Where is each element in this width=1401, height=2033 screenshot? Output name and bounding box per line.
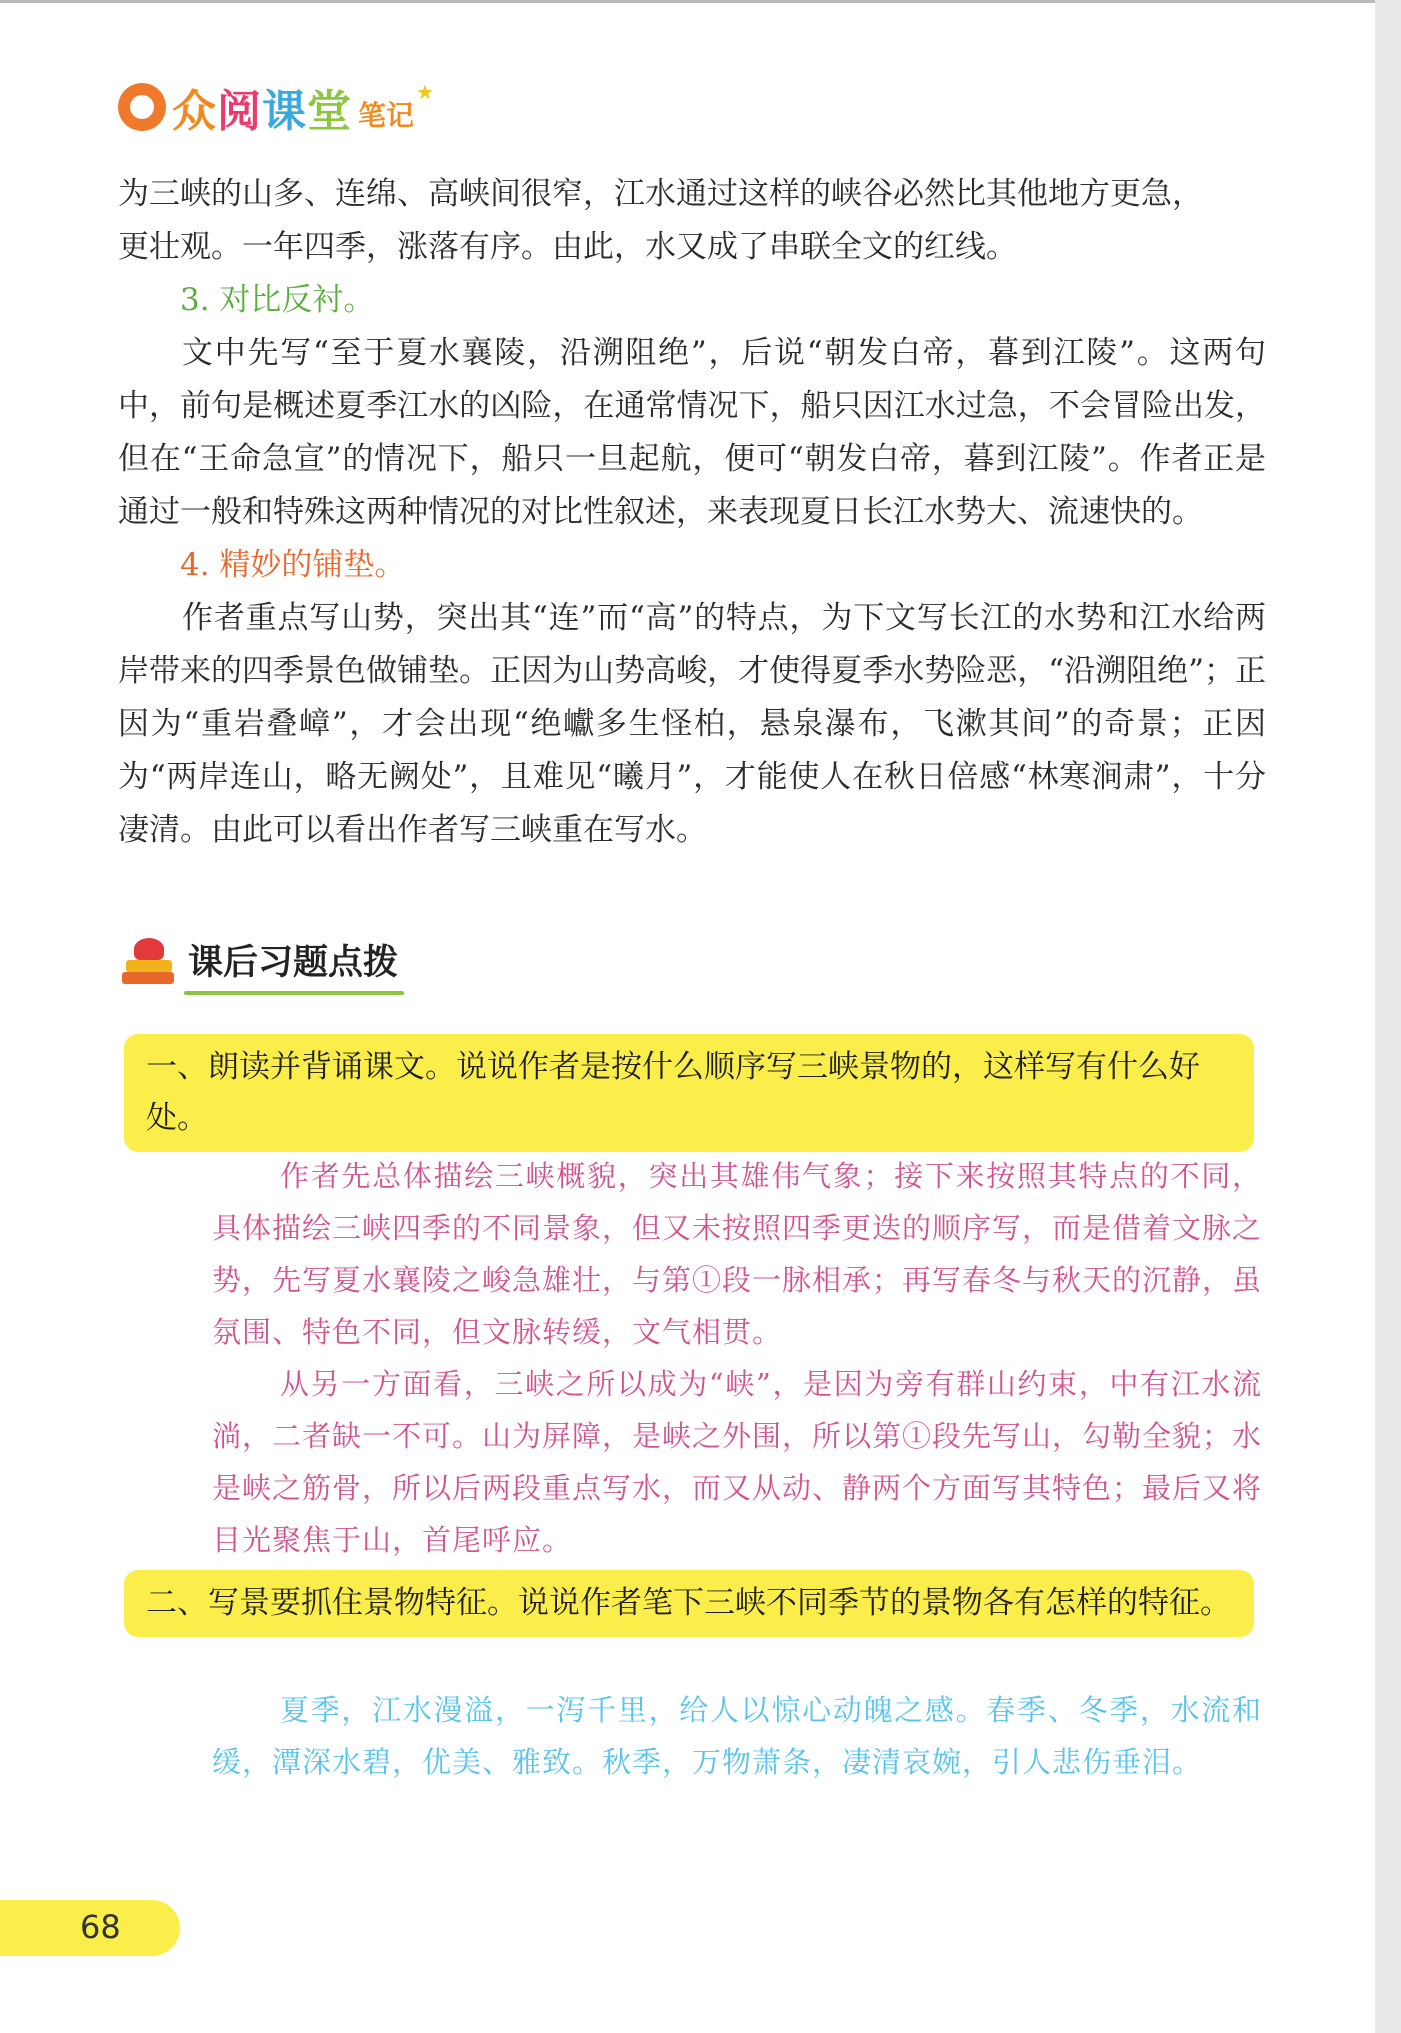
question-2-number: 二、 bbox=[146, 1585, 208, 1621]
section-title: 课后习题点拨 bbox=[188, 935, 398, 985]
point4-heading: 4. 精妙的铺垫。 bbox=[180, 547, 406, 583]
answer-1-paragraph-2: 从另一方面看，三峡之所以成为“峡”，是因为旁有群山约束，中有江水流淌，二者缺一不可。山为屏障，是峡之外围，所以第①段先写山，勾勒全貌；水是峡之筋骨，所以后两段重点写水，而又从动、静两个方面写其特色；最后又将目光聚焦于山，首尾呼应。 bbox=[212, 1367, 1263, 1557]
brand-icon bbox=[118, 83, 166, 131]
answer-2-paragraph: 夏季，江水漫溢，一泻千里，给人以惊心动魄之感。春季、冬季，水流和缓，潭深水碧，优美、雅致。秋季，万物萧条，凄清哀婉，引人悲伤垂泪。 bbox=[212, 1693, 1262, 1779]
intro-paragraph bbox=[118, 168, 1266, 857]
question-1-box bbox=[124, 1034, 1254, 1152]
answer-2 bbox=[212, 1684, 1262, 1788]
intro-line: 为三峡的山多、连绵、高峡间很窄，江水通过这样的峡谷必然比其他地方更急， bbox=[118, 176, 1203, 212]
brand-title: 众阅课堂 bbox=[172, 86, 352, 137]
books-icon bbox=[120, 932, 178, 988]
point3-text: 文中先写“至于夏水襄陵，沿溯阻绝”，后说“朝发白帝，暮到江陵”。这两句中，前句是概述夏季江水的凶险，在通常情况下，船只因江水过急，不会冒险出发，但在“王命急宣”的情况下，船只一旦起航，便可“朝发白帝，暮到江陵”。作者正是通过一般和特殊这两种情况的对比性叙述，来表现夏日长江水势大、流速快的。 bbox=[118, 335, 1266, 530]
intro-line: 更壮观。一年四季，涨落有序。由此，水又成了串联全文的红线。 bbox=[118, 229, 1017, 265]
top-rule bbox=[0, 0, 1375, 3]
section-heading bbox=[120, 932, 398, 988]
brand-logo bbox=[118, 72, 434, 142]
answer-1 bbox=[212, 1150, 1262, 1566]
question-1-number: 一、 bbox=[146, 1049, 208, 1085]
point4-text: 作者重点写山势，突出其“连”而“高”的特点，为下文写长江的水势和江水给两岸带来的四季景色做铺垫。正因为山势高峻，才使得夏季水势险恶，“沿溯阻绝”；正因为“重岩叠嶂”，才会出现“绝巘多生怪柏，悬泉瀑布，飞漱其间”的奇景；正因为“两岸连山，略无阙处”，且难见“曦月”，才能使人在秋日倍感“林寒涧肃”，十分凄清。由此可以看出作者写三峡重在写水。 bbox=[118, 600, 1266, 848]
page-number: 68 bbox=[80, 1908, 121, 1946]
page-edge bbox=[1375, 0, 1401, 2033]
brand-subtitle: 笔记 bbox=[358, 99, 415, 132]
point3-heading: 3. 对比反衬。 bbox=[180, 282, 375, 318]
question-2-box bbox=[124, 1570, 1254, 1637]
question-2-text: 写景要抓住景物特征。说说作者笔下三峡不同季节的景物各有怎样的特征。 bbox=[208, 1585, 1231, 1621]
star-icon: ★ bbox=[416, 80, 434, 104]
answer-1-paragraph-1: 作者先总体描绘三峡概貌，突出其雄伟气象；接下来按照其特点的不同，具体描绘三峡四季的不同景象，但又未按照四季更迭的顺序写，而是借着文脉之势，先写夏水襄陵之峻急雄壮，与第①段一脉相承；再写春冬与秋天的沉静，虽氛围、特色不同，但文脉转缓，文气相贯。 bbox=[212, 1159, 1263, 1349]
question-1-text: 朗读并背诵课文。说说作者是按什么顺序写三峡景物的，这样写有什么好处。 bbox=[146, 1049, 1200, 1136]
